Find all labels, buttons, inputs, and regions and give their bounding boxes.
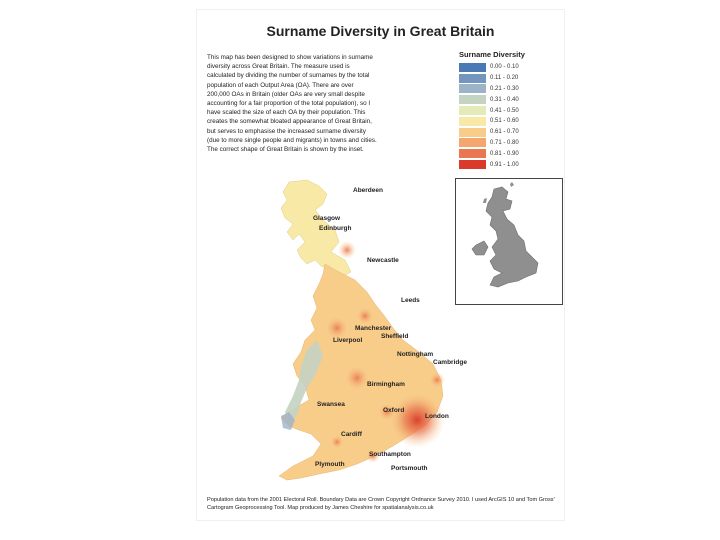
city-label-portsmouth: Portsmouth xyxy=(391,465,428,472)
legend-item xyxy=(459,73,559,84)
city-label-swansea: Swansea xyxy=(317,401,345,408)
city-label-birmingham: Birmingham xyxy=(367,381,405,388)
city-label-aberdeen: Aberdeen xyxy=(353,187,383,194)
city-label-oxford: Oxford xyxy=(383,407,405,414)
legend-label: 0.00 - 0.10 xyxy=(490,64,519,71)
legend-label: 0.31 - 0.40 xyxy=(490,96,519,103)
legend-rows xyxy=(459,62,559,170)
inset-gb-shape xyxy=(456,179,562,304)
legend-item xyxy=(459,138,559,149)
legend-swatch xyxy=(459,128,486,137)
cartogram-map xyxy=(197,180,467,492)
legend-swatch xyxy=(459,74,486,83)
legend-item xyxy=(459,159,559,170)
city-label-sheffield: Sheffield xyxy=(381,333,409,340)
legend-swatch xyxy=(459,95,486,104)
map-description: This map has been designed to show variations in surname diversity across Great Britain. The measure used is calculated by dividing the number of surnames by the total population of each Output Area (OA). There are over 200,000 OAs in Britain (older OAs are very small despite accounting for a fair proportion of the total population), so I have scaled the size of each OA by their population. This creates the somewhat bloated appearance of Great Britain, but serves to emphasise the increased surname diversity (due to more single people and migrants) in towns and cities. The correct shape of Great Britain is shown by the inset. xyxy=(207,54,377,154)
map-footer: Population data from the 2001 Electoral Roll. Boundary Data are Crown Copyright Ordnance Survey 2010. I used ArcGIS 10 and Tom Gross' Cartogram Geoprocessing Tool. Map produced by James Cheshire for spatialanalysis.co.uk xyxy=(207,497,555,511)
legend-title: Surname Diversity xyxy=(459,50,525,59)
legend-swatch xyxy=(459,149,486,158)
legend-swatch xyxy=(459,160,486,169)
city-label-edinburgh: Edinburgh xyxy=(319,225,352,232)
city-label-manchester: Manchester xyxy=(355,325,392,332)
inset-map xyxy=(455,178,563,305)
legend-item xyxy=(459,84,559,95)
city-label-glasgow: Glasgow xyxy=(313,215,341,222)
city-label-southampton: Southampton xyxy=(369,451,411,458)
city-label-cambridge: Cambridge xyxy=(433,359,467,366)
legend xyxy=(459,50,559,170)
city-label-london: London xyxy=(425,413,449,420)
city-label-newcastle: Newcastle xyxy=(367,257,399,264)
map-poster xyxy=(197,10,564,520)
legend-item xyxy=(459,148,559,159)
city-label-liverpool: Liverpool xyxy=(333,337,363,344)
legend-item xyxy=(459,94,559,105)
legend-item xyxy=(459,116,559,127)
city-label-cardiff: Cardiff xyxy=(341,431,362,438)
city-label-nottingham: Nottingham xyxy=(397,351,434,358)
legend-swatch xyxy=(459,106,486,115)
legend-label: 0.71 - 0.80 xyxy=(490,139,519,146)
legend-label: 0.91 - 1.00 xyxy=(490,161,519,168)
legend-swatch xyxy=(459,117,486,126)
legend-swatch xyxy=(459,84,486,93)
legend-label: 0.51 - 0.60 xyxy=(490,118,519,125)
city-label-plymouth: Plymouth xyxy=(315,461,345,468)
legend-label: 0.41 - 0.50 xyxy=(490,107,519,114)
legend-label: 0.11 - 0.20 xyxy=(490,75,519,82)
legend-swatch xyxy=(459,63,486,72)
legend-label: 0.61 - 0.70 xyxy=(490,129,519,136)
legend-swatch xyxy=(459,138,486,147)
legend-item xyxy=(459,127,559,138)
legend-item xyxy=(459,105,559,116)
legend-label: 0.21 - 0.30 xyxy=(490,85,519,92)
city-label-leeds: Leeds xyxy=(401,297,420,304)
legend-label: 0.81 - 0.90 xyxy=(490,150,519,157)
legend-item xyxy=(459,62,559,73)
map-title: Surname Diversity in Great Britain xyxy=(266,23,495,39)
